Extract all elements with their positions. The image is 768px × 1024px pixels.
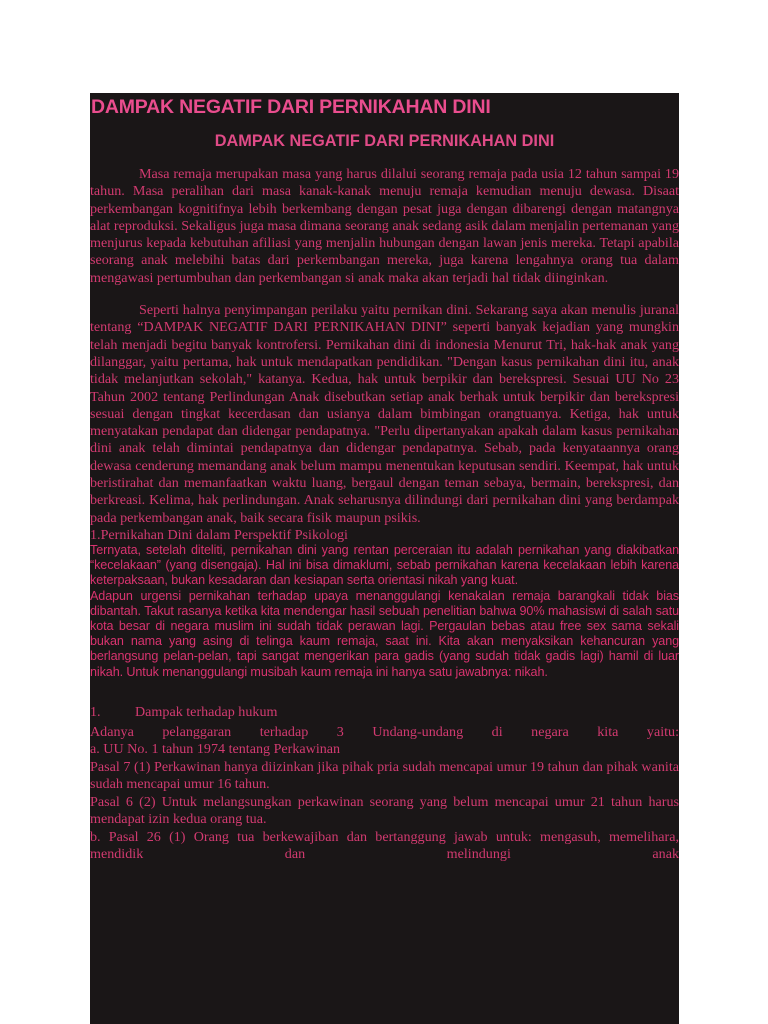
section-heading-hukum [90, 703, 679, 721]
sub-title: DAMPAK NEGATIF DARI PERNIKAHAN DINI [214, 132, 555, 150]
paragraph-psikologi-1: Ternyata, setelah diteliti, pernikahan dini yang rentan perceraian itu adalah pernikahan yang diakibatkan “kecelakaan” (yang disengaja). Hal ini bisa dimaklumi, sebab pernikahan karena kecelakaan lebih karena keterpaksaan, bukan kesadaran dan kesiapan serta orientasi nikah yang kuat. [90, 542, 679, 588]
law-intro: Adanya pelanggaran terhadap 3 Undang-undang di negara kita yaitu: [90, 723, 679, 740]
section-number: 1. [90, 703, 101, 720]
main-title: DAMPAK NEGATIF DARI PERNIKAHAN DINI [91, 96, 491, 118]
paragraph-intro: Masa remaja merupakan masa yang harus dilalui seorang remaja pada usia 12 tahun sampai 19 tahun. Masa peralihan dari masa kanak-kanak menuju remaja kemudian menuju dewasa. Disaat perkembangan kognitifnya lebih berkembang dengan pesat juga dengan dibarengi dengan matangnya alat reproduksi. Sekaligus juga masa dimana seorang anak sedang asik dalam menjalin pertemanan yang menjurus kepada kebutuhan afiliasi yang menjalin hubungan dengan lawan jenis mereka. Tetapi apabila seorang anak melebihi batas dari perkembangan mereka, juga karena lengahnya orang tua dalam mengawasi pertumbuhan dan perkembangan si anak maka akan terjadi hal tidak diinginkan. [90, 166, 679, 286]
law-item-a: a. UU No. 1 tahun 1974 tentang Perkawinan [90, 741, 341, 758]
law-pasal-7: Pasal 7 (1) Perkawinan hanya diizinkan jika pihak pria sudah mencapai umur 19 tahun dan pihak wanita sudah mencapai umur 16 tahun. [90, 758, 679, 793]
section-heading-psikologi: 1.Pernikahan Dini dalam Perspektif Psikologi [90, 526, 348, 543]
paragraph-rights: Seperti halnya penyimpangan perilaku yaitu pernikan dini. Sekarang saya akan menulis juranal tentang “DAMPAK NEGATIF DARI PERNIKAHAN DINI” seperti banyak kejadian yang mungkin telah menjadi begitu banyak kontrofersi. Pernikahan dini di indonesia Menurut Tri, hak-hak anak yang dilanggar, yaitu pertama, hak untuk mendapatkan pendidikan. "Dengan kasus pernikahan dini itu, anak tidak melanjutkan sekolah," katanya. Kedua, hak untuk berpikir dan berekspresi. Sesuai UU No 23 Tahun 2002 tentang Perlindungan Anak disebutkan setiap anak berhak untuk berpikir dan berekspresi sesuai dengan tingkat kecerdasan dan usianya dalam bimbingan orangtuanya. Ketiga, hak untuk menyatakan pendapat dan didengar pendapatnya. "Perlu dipertanyakan apakah dalam kasus pernikahan dini anak telah dimintai pendapatnya dan didengar pendapatnya. Sebab, pada kenyataannya orang dewasa cenderung memandang anak belum mampu menentukan keputusan sendiri. Keempat, hak untuk beristirahat dan memanfaatkan waktu luang, bergaul dengan teman sebaya, bermain, berekspresi, dan berkreasi. Kelima, hak perlindungan. Anak seharusnya dilindungi dari pernikahan dini yang berdampak pada perkembangan anak, baik secara fisik maupun psikis. [90, 302, 679, 526]
document-page [90, 93, 679, 1024]
paragraph-psikologi-2: Adapun urgensi pernikahan terhadap upaya menanggulangi kenakalan remaja barangkali tidak bias dibantah. Takut rasanya ketika kita mendengar hasil sebuah penelitian bahwa 90% mahasiswi di salah satu kota besar di negara muslim ini sudah tidak perawan lagi. Pergaulan bebas atau free sex sama sekali bukan nama yang asing di telinga kaum remaja, saat ini. Kita akan menyaksikan kehancuran yang berlangsung pelan-pelan, tapi sangat mengerikan para gadis (yang sudah tidak gadis lagi) hamil di luar nikah. Untuk menanggulangi musibah kaum remaja ini hanya satu jawabnya: nikah. [90, 588, 679, 679]
law-pasal-6: Pasal 6 (2) Untuk melangsungkan perkawinan seorang yang belum mencapai umur 21 tahun harus mendapat izin kedua orang tua. [90, 793, 679, 828]
law-item-b: b. Pasal 26 (1) Orang tua berkewajiban dan bertanggung jawab untuk: mengasuh, memelihara, mendidik dan melindungi anak [90, 828, 679, 863]
section-heading-label: Dampak terhadap hukum [135, 703, 278, 720]
